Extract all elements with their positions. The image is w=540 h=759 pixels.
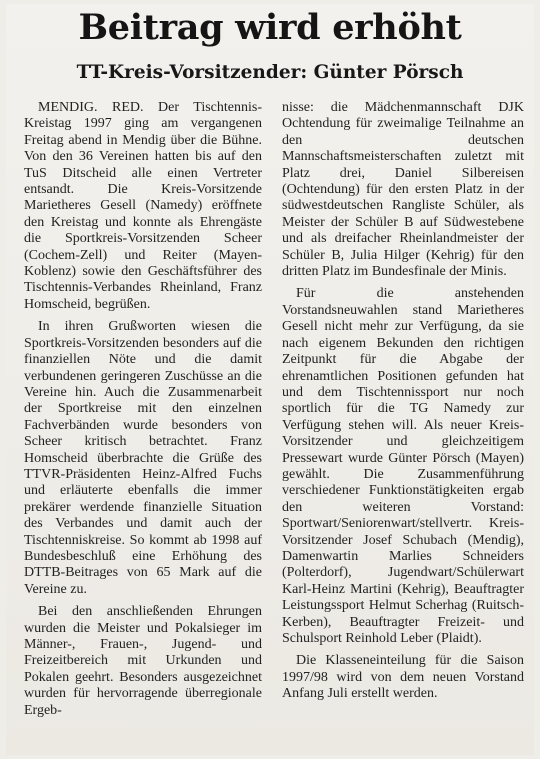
paragraph: Die Klasseneinteilung für die Saison 1997/98 wird von dem neuen Vorstand Anfang Juli erstellt werden. (282, 653, 524, 702)
paragraph: Bei den anschließenden Ehrungen wurden die Meister und Pokalsieger im Männer-, Frauen-, Jugend- und Freizeitbereich mit Urkunden und Pokalen geehrt. Besonders ausgezeichnet wurden für hervorragende überregionale Ergeb- (24, 604, 262, 718)
article-headline: Beitrag wird erhöht (78, 7, 462, 48)
paragraph: MENDIG. RED. Der Tischtennis-Kreistag 1997 ging am vergangenen Freitag abend in Mendig über die Bühne. Von den 36 Vereinen hatten bis auf den TuS Ditscheid alle einen Vertreter entsandt. Die Kreis-Vorsitzende Marietheres Gesell (Namedy) eröffnete den Kreistag und konnte als Ehrengäste die Sportkreis-Vorsitzenden Scheer (Cochem-Zell) und Reiter (Mayen-Koblenz) sowie den Geschäftsführer des Tischtennis-Verbandes Rheinland, Franz Homscheid, begrüßen. (24, 100, 262, 312)
article-column-right (282, 100, 524, 703)
article-subheadline: TT-Kreis-Vorsitzender: Günter Pörsch (76, 62, 464, 83)
newspaper-clipping (6, 4, 534, 755)
paragraph: nisse: die Mädchenmannschaft DJK Ochtendung für zweimalige Teilnahme an den deutschen Mannschaftsmeisterschaften zuletzt mit Platz drei, Daniel Silbereisen (Ochtendung) für den ersten Platz in der südwestdeutschen Rangliste Schüler, als Meister der Schüler B auf Südwestebene und als dreifacher Rheinlandmeister der Schüler B, Julia Hilger (Kehrig) für den dritten Platz im Bundesfinale der Minis. (282, 100, 524, 280)
article-column-left (24, 100, 262, 719)
paragraph: Für die anstehenden Vorstandsneuwahlen stand Marietheres Gesell nicht mehr zur Verfügung, da sie nach eigenem Bekunden den richtigen Zeitpunkt für die Abgabe der ehrenamtlichen Positionen gefunden hat und dem Tischtennissport nur noch sportlich für die TG Namedy zur Verfügung stehen will. Als neuer Kreis-Vorsitzender und gleichzeitigem Pressewart wurde Günter Pörsch (Mayen) gewählt. Die Zusammenführung verschiedener Funktionstätigkeiten ergab den weiteren Vorstand: Sportwart/Seniorenwart/stellvertr. Kreis-Vorsitzender Josef Schubach (Mendig), Damenwartin Marlies Schneiders (Polterdorf), Jugendwart/Schülerwart Karl-Heinz Martini (Kehrig), Beauftragter Leistungssport Helmut Scherhag (Ruitsch-Kerben), Beauftragter Freizeit- und Schulsport Reinhold Leber (Plaidt). (282, 286, 524, 646)
paragraph: In ihren Grußworten wiesen die Sportkreis-Vorsitzenden besonders auf die finanziellen Nöte und die damit verbundenen geringeren Zuschüsse an die Vereine hin. Auch die Zusammenarbeit der Sportkreise mit den einzelnen Fachverbänden wurde besonders von Scheer kritisch betrachtet. Franz Homscheid überbrachte die Grüße des TTVR-Präsidenten Heinz-Alfred Fuchs und erläuterte ebenfalls die immer prekärer werdende finanzielle Situation des Verbandes und damit auch der Tischtenniskreise. So kommt ab 1998 auf Bundesbeschluß eine Erhöhung des DTTB-Beitrages von 65 Mark auf die Vereine zu. (24, 319, 262, 597)
